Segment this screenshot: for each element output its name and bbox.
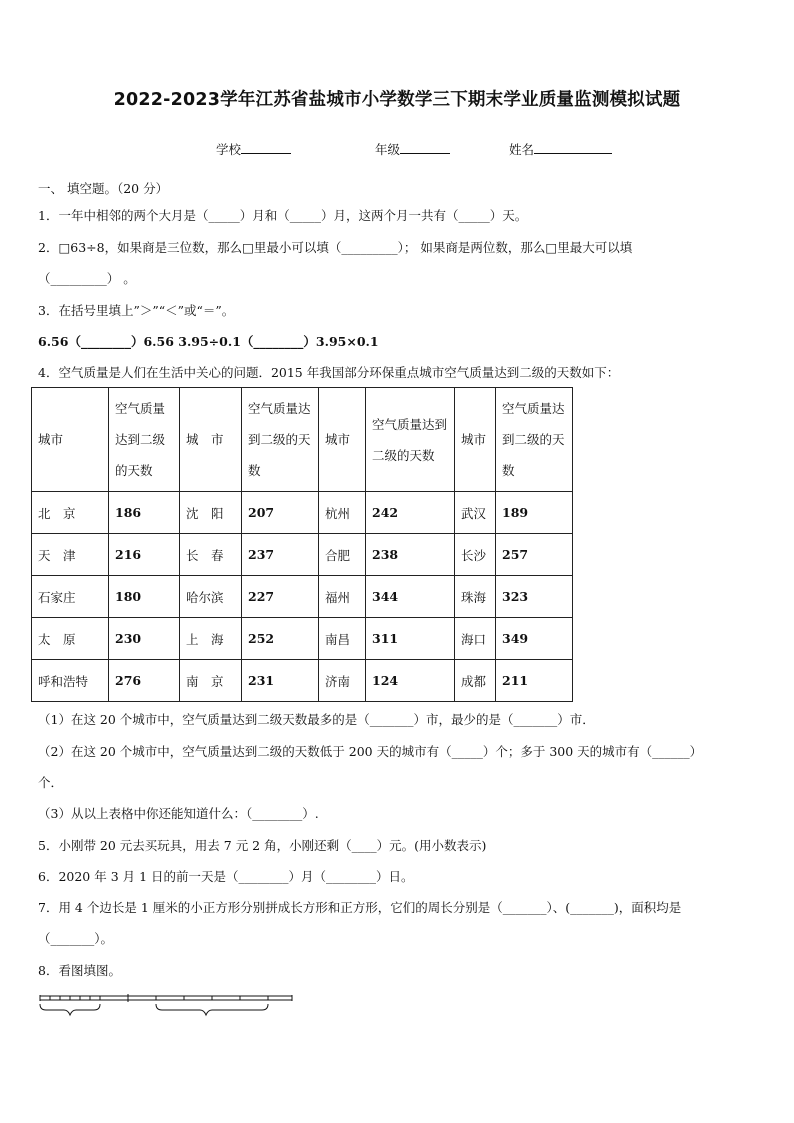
days-cell: 186 bbox=[109, 492, 180, 534]
days-cell: 238 bbox=[366, 534, 455, 576]
city-cell: 济南 bbox=[319, 660, 366, 702]
question-7-cont: （_______）。 bbox=[38, 931, 114, 946]
section-heading: 一、 填空题。（20 分） bbox=[38, 181, 169, 196]
table-row bbox=[32, 618, 573, 660]
segment-diagram bbox=[36, 990, 298, 1020]
question-4-3: （3）从以上表格中你还能知道什么：（________）. bbox=[38, 806, 319, 821]
city-cell: 长沙 bbox=[455, 534, 496, 576]
city-cell: 上 海 bbox=[180, 618, 242, 660]
question-8: 8．看图填图。 bbox=[38, 963, 121, 978]
table-row bbox=[32, 660, 573, 702]
city-cell: 南 京 bbox=[180, 660, 242, 702]
page-title: 2022-2023学年江苏省盐城市小学数学三下期末学业质量监测模拟试题 bbox=[113, 90, 681, 110]
name-field[interactable] bbox=[509, 140, 612, 158]
name-blank[interactable] bbox=[534, 140, 612, 154]
days-cell: 257 bbox=[496, 534, 573, 576]
table-row bbox=[32, 576, 573, 618]
header-city: 城市 bbox=[319, 388, 366, 492]
grade-blank[interactable] bbox=[400, 140, 450, 154]
days-cell: 227 bbox=[242, 576, 319, 618]
days-cell: 124 bbox=[366, 660, 455, 702]
header-city: 城市 bbox=[32, 388, 109, 492]
days-cell: 349 bbox=[496, 618, 573, 660]
city-cell: 海口 bbox=[455, 618, 496, 660]
table-header-row bbox=[32, 388, 573, 492]
days-cell: 311 bbox=[366, 618, 455, 660]
question-4-2-cont: 个． bbox=[38, 775, 64, 790]
grade-field[interactable] bbox=[375, 140, 450, 158]
question-3-items: 6.56（________）6.56 3.95÷0.1（________）3.95×0.1 bbox=[38, 334, 379, 349]
days-cell: 207 bbox=[242, 492, 319, 534]
days-cell: 216 bbox=[109, 534, 180, 576]
city-cell: 沈 阳 bbox=[180, 492, 242, 534]
header-days: 空气质量达到二级的天数 bbox=[496, 388, 573, 492]
question-4-2: （2）在这 20 个城市中，空气质量达到二级的天数低于 200 天的城市有（_____）个；多于 300 天的城市有（______） bbox=[38, 744, 703, 759]
city-cell: 呼和浩特 bbox=[32, 660, 109, 702]
days-cell: 237 bbox=[242, 534, 319, 576]
school-label: 学校 bbox=[216, 142, 242, 157]
question-5: 5．小刚带 20 元去买玩具，用去 7 元 2 角，小刚还剩（____）元。(用小数表示) bbox=[38, 838, 487, 853]
days-cell: 323 bbox=[496, 576, 573, 618]
header-city: 城 市 bbox=[180, 388, 242, 492]
header-days: 空气质量达到二级的天数 bbox=[366, 388, 455, 492]
city-cell: 长 春 bbox=[180, 534, 242, 576]
days-cell: 230 bbox=[109, 618, 180, 660]
grade-label: 年级 bbox=[375, 142, 401, 157]
city-cell: 哈尔滨 bbox=[180, 576, 242, 618]
left-brace bbox=[40, 1004, 100, 1015]
city-cell: 石家庄 bbox=[32, 576, 109, 618]
question-4-1: （1）在这 20 个城市中，空气质量达到二级天数最多的是（_______）市，最少的是（_______）市． bbox=[38, 712, 595, 727]
city-cell: 成都 bbox=[455, 660, 496, 702]
table-row bbox=[32, 534, 573, 576]
question-2: 2．□63÷8，如果商是三位数，那么□里最小可以填（_________）； 如果商是两位数，那么□里最大可以填 bbox=[38, 240, 633, 255]
school-field[interactable] bbox=[216, 140, 291, 158]
city-cell: 珠海 bbox=[455, 576, 496, 618]
question-3: 3．在括号里填上”＞”“＜”或“＝”。 bbox=[38, 303, 235, 318]
right-brace bbox=[156, 1004, 268, 1015]
city-cell: 北 京 bbox=[32, 492, 109, 534]
city-cell: 合肥 bbox=[319, 534, 366, 576]
question-2-cont: （_________） 。 bbox=[38, 271, 136, 286]
days-cell: 180 bbox=[109, 576, 180, 618]
days-cell: 242 bbox=[366, 492, 455, 534]
days-cell: 276 bbox=[109, 660, 180, 702]
days-cell: 344 bbox=[366, 576, 455, 618]
days-cell: 189 bbox=[496, 492, 573, 534]
header-city: 城市 bbox=[455, 388, 496, 492]
days-cell: 211 bbox=[496, 660, 573, 702]
name-label: 姓名 bbox=[509, 142, 535, 157]
header-days: 空气质量达到二级的天数 bbox=[109, 388, 180, 492]
header-days: 空气质量达到二级的天数 bbox=[242, 388, 319, 492]
question-6: 6．2020 年 3 月 1 日的前一天是（________）月（________）日。 bbox=[38, 869, 414, 884]
city-cell: 武汉 bbox=[455, 492, 496, 534]
city-cell: 杭州 bbox=[319, 492, 366, 534]
city-cell: 太 原 bbox=[32, 618, 109, 660]
question-4: 4．空气质量是人们在生活中关心的问题．2015 年我国部分环保重点城市空气质量达到二级的天数如下： bbox=[38, 365, 620, 380]
city-cell: 福州 bbox=[319, 576, 366, 618]
city-cell: 天 津 bbox=[32, 534, 109, 576]
question-7: 7．用 4 个边长是 1 厘米的小正方形分别拼成长方形和正方形，它们的周长分别是（_______）、(_______)，面积均是 bbox=[38, 900, 682, 915]
air-quality-table bbox=[31, 387, 573, 702]
city-cell: 南昌 bbox=[319, 618, 366, 660]
table-row bbox=[32, 492, 573, 534]
days-cell: 231 bbox=[242, 660, 319, 702]
question-1: 1．一年中相邻的两个大月是（_____）月和（_____）月，这两个月一共有（_____）天。 bbox=[38, 208, 528, 223]
school-blank[interactable] bbox=[241, 140, 291, 154]
days-cell: 252 bbox=[242, 618, 319, 660]
